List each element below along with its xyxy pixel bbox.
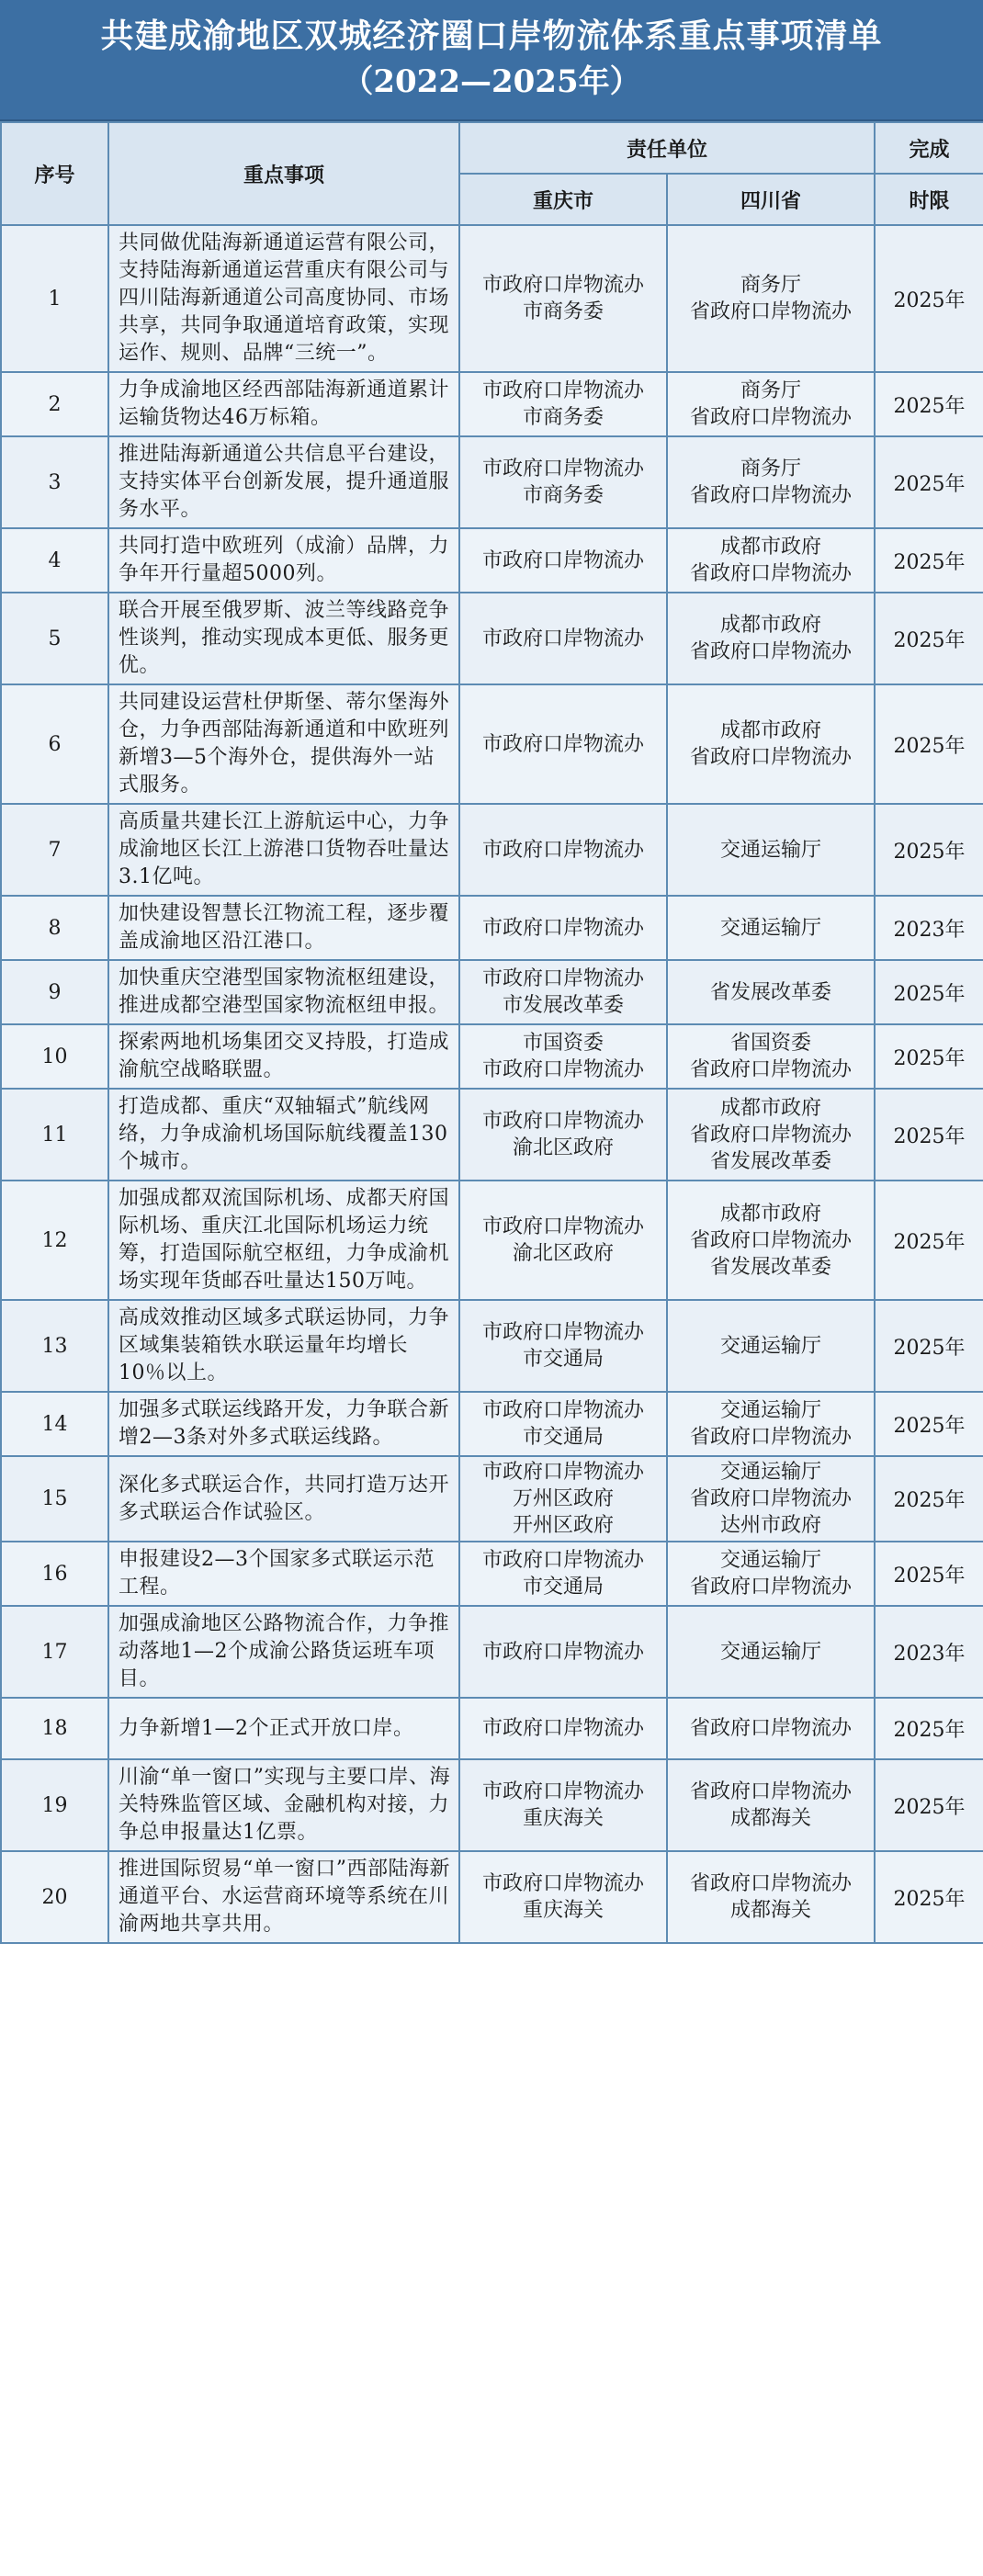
sichuan-unit: 省国资委 bbox=[730, 1032, 812, 1055]
row-sichuan-units bbox=[667, 1300, 875, 1392]
header-finish-top: 完成 bbox=[875, 122, 983, 174]
table-row bbox=[1, 1542, 983, 1606]
sichuan-unit: 成都市政府 bbox=[720, 1202, 822, 1226]
header-responsible: 责任单位 bbox=[459, 122, 875, 174]
row-chongqing-units bbox=[459, 372, 667, 436]
row-chongqing-units bbox=[459, 1851, 667, 1943]
sichuan-unit: 交通运输厅 bbox=[720, 1549, 822, 1572]
chongqing-unit: 市政府口岸物流办 bbox=[481, 1215, 644, 1238]
chongqing-unit: 重庆海关 bbox=[522, 1807, 604, 1830]
table-row bbox=[1, 1300, 983, 1392]
row-chongqing-units bbox=[459, 1759, 667, 1851]
row-item-text: 力争成渝地区经西部陆海新通道累计运输货物达46万标箱。 bbox=[108, 372, 459, 436]
sichuan-unit: 省政府口岸物流办 bbox=[690, 640, 853, 663]
table-row bbox=[1, 1181, 983, 1300]
chongqing-unit: 重庆海关 bbox=[522, 1899, 604, 1922]
row-number: 1 bbox=[1, 225, 108, 372]
row-number: 9 bbox=[1, 960, 108, 1024]
table-row bbox=[1, 225, 983, 372]
row-deadline: 2025年 bbox=[875, 684, 983, 804]
row-deadline: 2025年 bbox=[875, 1300, 983, 1392]
table-row bbox=[1, 804, 983, 896]
row-chongqing-units bbox=[459, 1181, 667, 1300]
row-item-text: 打造成都、重庆“双轴辐式”航线网络，力争成渝机场国际航线覆盖130个城市。 bbox=[108, 1089, 459, 1181]
row-deadline: 2025年 bbox=[875, 1698, 983, 1759]
chongqing-unit: 市交通局 bbox=[522, 1348, 604, 1371]
sichuan-unit: 省政府口岸物流办 bbox=[690, 746, 853, 769]
row-number: 10 bbox=[1, 1024, 108, 1089]
sichuan-unit: 省政府口岸物流办 bbox=[690, 1058, 853, 1081]
row-deadline: 2025年 bbox=[875, 1542, 983, 1606]
sichuan-unit: 省政府口岸物流办 bbox=[690, 484, 853, 507]
row-item-text: 高成效推动区域多式联运协同，力争区域集装箱铁水联运量年均增长10％以上。 bbox=[108, 1300, 459, 1392]
row-item-text: 共同打造中欧班列（成渝）品牌，力争年开行量超5000列。 bbox=[108, 528, 459, 593]
row-number: 13 bbox=[1, 1300, 108, 1392]
sichuan-unit: 成都市政府 bbox=[720, 719, 822, 742]
row-chongqing-units bbox=[459, 436, 667, 528]
chongqing-unit: 市政府口岸物流办 bbox=[481, 1640, 644, 1664]
row-item-text: 深化多式联运合作，共同打造万达开多式联运合作试验区。 bbox=[108, 1456, 459, 1542]
chongqing-unit: 市政府口岸物流办 bbox=[481, 379, 644, 402]
header-sichuan: 四川省 bbox=[667, 174, 875, 225]
row-sichuan-units bbox=[667, 528, 875, 593]
row-chongqing-units bbox=[459, 896, 667, 960]
header-item: 重点事项 bbox=[108, 122, 459, 225]
sichuan-unit: 省发展改革委 bbox=[710, 1255, 832, 1279]
sichuan-unit: 省政府口岸物流办 bbox=[690, 1487, 853, 1510]
row-number: 19 bbox=[1, 1759, 108, 1851]
row-sichuan-units bbox=[667, 1759, 875, 1851]
row-sichuan-units bbox=[667, 684, 875, 804]
row-sichuan-units bbox=[667, 1851, 875, 1943]
table-row bbox=[1, 1024, 983, 1089]
chongqing-unit: 市政府口岸物流办 bbox=[481, 916, 644, 940]
row-chongqing-units bbox=[459, 528, 667, 593]
sichuan-unit: 省政府口岸物流办 bbox=[690, 1576, 853, 1599]
row-item-text: 加强成都双流国际机场、成都天府国际机场、重庆江北国际机场运力统筹，打造国际航空枢纽，力争成渝机场实现年货邮吞吐量达150万吨。 bbox=[108, 1181, 459, 1300]
sichuan-unit: 省政府口岸物流办 bbox=[690, 1780, 853, 1803]
chongqing-unit: 市政府口岸物流办 bbox=[481, 1717, 644, 1740]
row-deadline: 2023年 bbox=[875, 1606, 983, 1698]
sichuan-unit: 达州市政府 bbox=[720, 1514, 822, 1537]
chongqing-unit: 市政府口岸物流办 bbox=[481, 1110, 644, 1133]
chongqing-unit: 市政府口岸物流办 bbox=[481, 1399, 644, 1422]
sichuan-unit: 商务厅 bbox=[740, 458, 802, 480]
chongqing-unit: 渝北区政府 bbox=[512, 1136, 614, 1159]
table-row bbox=[1, 528, 983, 593]
sichuan-unit: 省发展改革委 bbox=[710, 980, 832, 1004]
row-item-text: 推进陆海新通道公共信息平台建设，支持实体平台创新发展，提升通道服务水平。 bbox=[108, 436, 459, 528]
row-chongqing-units bbox=[459, 1606, 667, 1698]
row-item-text: 加强成渝地区公路物流合作，力争推动落地1—2个成渝公路货运班车项目。 bbox=[108, 1606, 459, 1698]
sichuan-unit: 交通运输厅 bbox=[720, 1640, 822, 1664]
row-sichuan-units bbox=[667, 1698, 875, 1759]
sichuan-unit: 成都海关 bbox=[730, 1899, 812, 1922]
row-sichuan-units bbox=[667, 960, 875, 1024]
chongqing-unit: 市政府口岸物流办 bbox=[481, 1780, 644, 1803]
chongqing-unit: 市政府口岸物流办 bbox=[481, 1058, 644, 1081]
sichuan-unit: 省政府口岸物流办 bbox=[690, 1228, 853, 1252]
row-deadline: 2025年 bbox=[875, 593, 983, 684]
sichuan-unit: 成都市政府 bbox=[720, 536, 822, 559]
table-row bbox=[1, 372, 983, 436]
row-item-text: 共同建设运营杜伊斯堡、蒂尔堡海外仓，力争西部陆海新通道和中欧班列新增3—5个海外仓，提供海外一站式服务。 bbox=[108, 684, 459, 804]
row-sichuan-units bbox=[667, 1606, 875, 1698]
row-item-text: 川渝“单一窗口”实现与主要口岸、海关特殊监管区域、金融机构对接，力争总申报量达1亿票。 bbox=[108, 1759, 459, 1851]
chongqing-unit: 市政府口岸物流办 bbox=[481, 1549, 644, 1572]
sichuan-unit: 省政府口岸物流办 bbox=[690, 1426, 853, 1449]
row-item-text: 加快重庆空港型国家物流枢纽建设，推进成都空港型国家物流枢纽申报。 bbox=[108, 960, 459, 1024]
sichuan-unit: 商务厅 bbox=[740, 379, 802, 402]
sichuan-unit: 省政府口岸物流办 bbox=[690, 300, 853, 323]
table-row bbox=[1, 1456, 983, 1542]
sichuan-unit: 省政府口岸物流办 bbox=[690, 562, 853, 585]
row-deadline: 2025年 bbox=[875, 1456, 983, 1542]
chongqing-unit: 开州区政府 bbox=[512, 1514, 614, 1537]
row-number: 2 bbox=[1, 372, 108, 436]
sichuan-unit: 省政府口岸物流办 bbox=[690, 1123, 853, 1147]
chongqing-unit: 市发展改革委 bbox=[502, 994, 624, 1017]
chongqing-unit: 市商务委 bbox=[522, 300, 604, 323]
sichuan-unit: 交通运输厅 bbox=[720, 838, 822, 862]
table-row bbox=[1, 436, 983, 528]
row-sichuan-units bbox=[667, 1392, 875, 1456]
row-sichuan-units bbox=[667, 804, 875, 896]
row-sichuan-units bbox=[667, 593, 875, 684]
chongqing-unit: 万州区政府 bbox=[512, 1487, 614, 1510]
row-sichuan-units bbox=[667, 1024, 875, 1089]
sichuan-unit: 交通运输厅 bbox=[720, 1461, 822, 1484]
table-row bbox=[1, 1606, 983, 1698]
row-number: 14 bbox=[1, 1392, 108, 1456]
row-chongqing-units bbox=[459, 1392, 667, 1456]
row-item-text: 高质量共建长江上游航运中心，力争成渝地区长江上游港口货物吞吐量达3.1亿吨。 bbox=[108, 804, 459, 896]
row-sichuan-units bbox=[667, 372, 875, 436]
chongqing-unit: 市商务委 bbox=[522, 484, 604, 507]
row-number: 3 bbox=[1, 436, 108, 528]
sichuan-unit: 交通运输厅 bbox=[720, 916, 822, 940]
sichuan-unit: 交通运输厅 bbox=[720, 1399, 822, 1422]
sichuan-unit: 商务厅 bbox=[740, 274, 802, 297]
row-deadline: 2025年 bbox=[875, 1181, 983, 1300]
sichuan-unit: 省发展改革委 bbox=[710, 1149, 832, 1173]
table-row bbox=[1, 896, 983, 960]
row-number: 16 bbox=[1, 1542, 108, 1606]
row-number: 18 bbox=[1, 1698, 108, 1759]
row-chongqing-units bbox=[459, 1456, 667, 1542]
table-body bbox=[1, 225, 983, 1943]
row-deadline: 2025年 bbox=[875, 1024, 983, 1089]
chongqing-unit: 市政府口岸物流办 bbox=[481, 1461, 644, 1484]
chongqing-unit: 市政府口岸物流办 bbox=[481, 732, 644, 756]
row-deadline: 2025年 bbox=[875, 225, 983, 372]
row-chongqing-units bbox=[459, 593, 667, 684]
title-band bbox=[0, 0, 983, 121]
sichuan-unit: 成都市政府 bbox=[720, 614, 822, 637]
document-subtitle: （2022—2025年） bbox=[342, 63, 641, 100]
chongqing-unit: 市政府口岸物流办 bbox=[481, 627, 644, 650]
chongqing-unit: 市商务委 bbox=[522, 406, 604, 429]
chongqing-unit: 市政府口岸物流办 bbox=[481, 967, 644, 990]
chongqing-unit: 渝北区政府 bbox=[512, 1242, 614, 1265]
row-number: 7 bbox=[1, 804, 108, 896]
row-sichuan-units bbox=[667, 1456, 875, 1542]
document-title: 共建成渝地区双城经济圈口岸物流体系重点事项清单 bbox=[100, 17, 883, 55]
table-row bbox=[1, 960, 983, 1024]
row-number: 8 bbox=[1, 896, 108, 960]
row-number: 6 bbox=[1, 684, 108, 804]
chongqing-unit: 市政府口岸物流办 bbox=[481, 1321, 644, 1344]
row-deadline: 2023年 bbox=[875, 896, 983, 960]
row-chongqing-units bbox=[459, 1542, 667, 1606]
row-sichuan-units bbox=[667, 1089, 875, 1181]
row-chongqing-units bbox=[459, 684, 667, 804]
sichuan-unit: 交通运输厅 bbox=[720, 1334, 822, 1358]
row-chongqing-units bbox=[459, 225, 667, 372]
sichuan-unit: 省政府口岸物流办 bbox=[690, 1717, 853, 1740]
chongqing-unit: 市政府口岸物流办 bbox=[481, 548, 644, 572]
row-item-text: 探索两地机场集团交叉持股，打造成渝航空战略联盟。 bbox=[108, 1024, 459, 1089]
row-deadline: 2025年 bbox=[875, 1851, 983, 1943]
sichuan-unit: 省政府口岸物流办 bbox=[690, 1872, 853, 1895]
row-item-text: 共同做优陆海新通道运营有限公司，支持陆海新通道运营重庆有限公司与四川陆海新通道公司高度协同、市场共享，共同争取通道培育政策，实现运作、规则、品牌“三统一”。 bbox=[108, 225, 459, 372]
row-sichuan-units bbox=[667, 896, 875, 960]
row-number: 17 bbox=[1, 1606, 108, 1698]
row-item-text: 加快建设智慧长江物流工程，逐步覆盖成渝地区沿江港口。 bbox=[108, 896, 459, 960]
row-deadline: 2025年 bbox=[875, 804, 983, 896]
row-chongqing-units bbox=[459, 1300, 667, 1392]
row-chongqing-units bbox=[459, 1024, 667, 1089]
row-sichuan-units bbox=[667, 1542, 875, 1606]
row-deadline: 2025年 bbox=[875, 1089, 983, 1181]
table-row bbox=[1, 1759, 983, 1851]
table-row bbox=[1, 1698, 983, 1759]
key-items-table bbox=[0, 121, 983, 1944]
header-finish-bottom: 时限 bbox=[875, 174, 983, 225]
row-number: 12 bbox=[1, 1181, 108, 1300]
row-number: 5 bbox=[1, 593, 108, 684]
row-deadline: 2025年 bbox=[875, 372, 983, 436]
row-number: 11 bbox=[1, 1089, 108, 1181]
chongqing-unit: 市政府口岸物流办 bbox=[481, 274, 644, 297]
row-sichuan-units bbox=[667, 225, 875, 372]
table-row bbox=[1, 1392, 983, 1456]
sichuan-unit: 成都海关 bbox=[730, 1807, 812, 1830]
sichuan-unit: 成都市政府 bbox=[720, 1096, 822, 1120]
row-deadline: 2025年 bbox=[875, 960, 983, 1024]
row-sichuan-units bbox=[667, 1181, 875, 1300]
row-deadline: 2025年 bbox=[875, 436, 983, 528]
row-item-text: 申报建设2—3个国家多式联运示范工程。 bbox=[108, 1542, 459, 1606]
row-number: 15 bbox=[1, 1456, 108, 1542]
row-deadline: 2025年 bbox=[875, 1759, 983, 1851]
chongqing-unit: 市交通局 bbox=[522, 1576, 604, 1599]
chongqing-unit: 市交通局 bbox=[522, 1426, 604, 1449]
row-item-text: 推进国际贸易“单一窗口”西部陆海新通道平台、水运营商环境等系统在川渝两地共享共用。 bbox=[108, 1851, 459, 1943]
row-item-text: 联合开展至俄罗斯、波兰等线路竞争性谈判，推动实现成本更低、服务更优。 bbox=[108, 593, 459, 684]
row-number: 4 bbox=[1, 528, 108, 593]
table-row bbox=[1, 1851, 983, 1943]
table-row bbox=[1, 593, 983, 684]
row-chongqing-units bbox=[459, 804, 667, 896]
row-number: 20 bbox=[1, 1851, 108, 1943]
row-deadline: 2025年 bbox=[875, 528, 983, 593]
row-chongqing-units bbox=[459, 1698, 667, 1759]
row-item-text: 加强多式联运线路开发，力争联合新增2—3条对外多式联运线路。 bbox=[108, 1392, 459, 1456]
chongqing-unit: 市政府口岸物流办 bbox=[481, 458, 644, 480]
header-chongqing: 重庆市 bbox=[459, 174, 667, 225]
row-chongqing-units bbox=[459, 960, 667, 1024]
row-sichuan-units bbox=[667, 436, 875, 528]
header-no: 序号 bbox=[1, 122, 108, 225]
table-row bbox=[1, 684, 983, 804]
table-row bbox=[1, 1089, 983, 1181]
sichuan-unit: 省政府口岸物流办 bbox=[690, 406, 853, 429]
row-deadline: 2025年 bbox=[875, 1392, 983, 1456]
chongqing-unit: 市国资委 bbox=[522, 1032, 604, 1055]
chongqing-unit: 市政府口岸物流办 bbox=[481, 838, 644, 862]
chongqing-unit: 市政府口岸物流办 bbox=[481, 1872, 644, 1895]
row-item-text: 力争新增1—2个正式开放口岸。 bbox=[108, 1698, 459, 1759]
row-chongqing-units bbox=[459, 1089, 667, 1181]
